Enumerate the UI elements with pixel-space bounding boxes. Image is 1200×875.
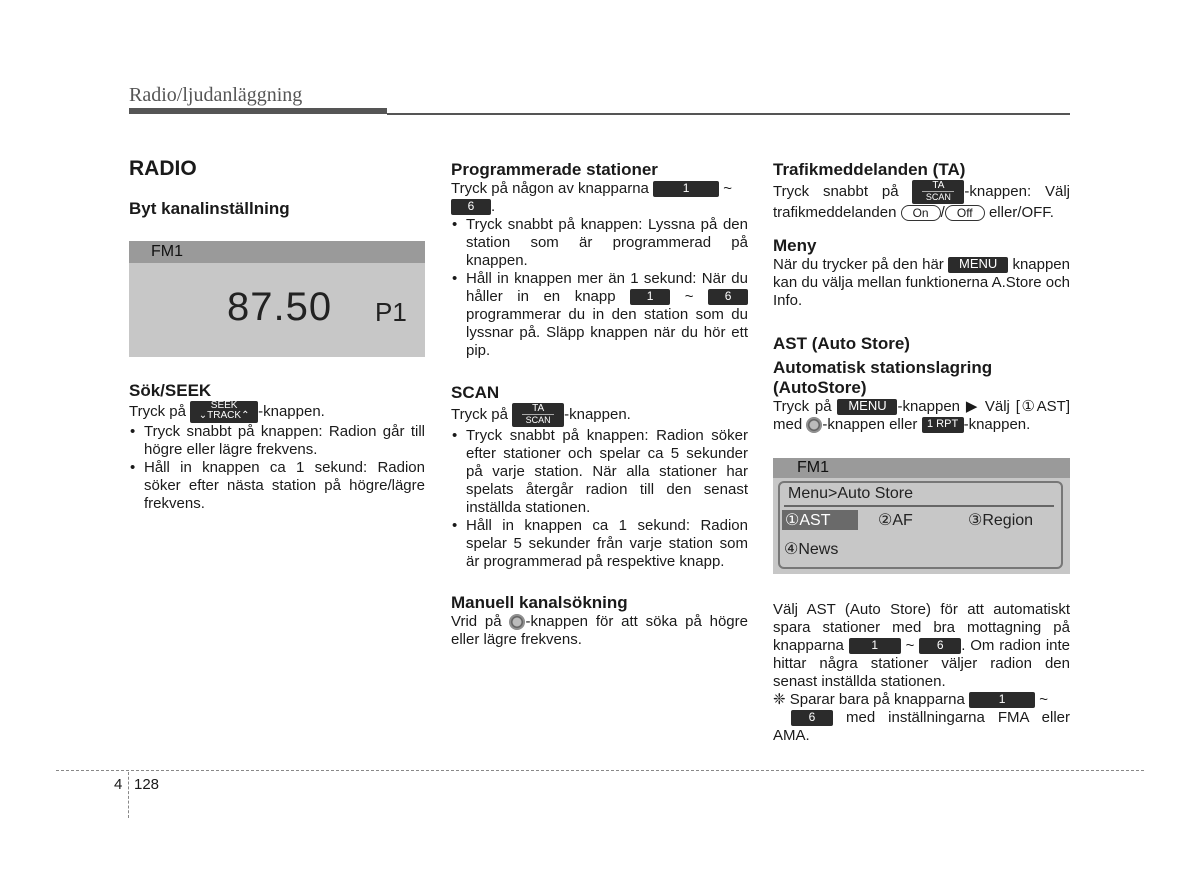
scan-text-post: -knappen. — [564, 405, 631, 423]
display-option-region: ③Region — [968, 512, 1034, 529]
chapter-number: 4 — [114, 776, 123, 793]
seek-bullet-1: • Tryck snabbt på knappen: Radion går till högre eller lägre frekvens. — [129, 423, 425, 459]
prog-bullet-2 — [451, 270, 748, 360]
autostore-menu-frame — [778, 481, 1063, 569]
scan-bullet-1: • Tryck snabbt på knappen: Radion söker efter stationer och spelar ca 5 sekunder på varje station. När alla stationer har spelats återgår radion till den senast inställda stationen. — [451, 427, 748, 517]
off-pill: Off — [945, 205, 985, 221]
page-number: 128 — [134, 776, 160, 793]
scan-text-pre: Tryck på — [451, 405, 508, 423]
on-pill: On — [901, 205, 941, 221]
section-seek — [129, 381, 425, 513]
ast-text-mid1: -knappen — [897, 398, 961, 415]
prog-bullet-2-a: Håll in knappen mer än 1 sekund: När du håller in en knapp — [466, 270, 748, 305]
display-option-ast: ①AST — [782, 510, 858, 530]
heading-manuell: Manuell kanalsökning — [451, 593, 628, 612]
seek-track-button — [190, 401, 258, 423]
ta-scan-button-2 — [912, 180, 964, 204]
meny-text-post: knappen kan du välja mellan funktionerna A.Store och Info. — [773, 256, 1070, 309]
radio-display-autostore — [773, 458, 1070, 574]
prog-text-pre: Tryck på någon av knapparna — [451, 180, 649, 197]
preset-button-1b: 1 — [630, 289, 670, 305]
seek-text-pre: Tryck på — [129, 402, 186, 420]
ast-note — [773, 691, 1070, 745]
preset-button-6: 6 — [451, 199, 491, 215]
display-option-news: ④News — [784, 541, 839, 558]
ast-note-b: med inställningarna FMA eller AMA. — [773, 709, 1071, 744]
heading-ast: AST (Auto Store) — [773, 334, 910, 353]
heading-scan: SCAN — [451, 383, 500, 402]
menu-button: MENU — [948, 257, 1008, 273]
manual-instruction — [451, 613, 748, 649]
tilde-4: ~ — [1039, 691, 1048, 708]
ta-text-pre: Tryck snabbt på — [773, 182, 899, 200]
preset-button-6d: 6 — [791, 710, 833, 726]
ta-key-label-2: TA — [932, 180, 945, 191]
manual-text-post: -knappen för att söka på högre eller lägre frekvens. — [451, 613, 748, 648]
display-band-label: FM1 — [151, 243, 183, 260]
tilde: ~ — [723, 180, 733, 197]
prog-bullets — [451, 216, 748, 360]
rpt-button: 1 RPT — [922, 417, 964, 433]
arrow-right-icon: ▶ — [965, 398, 980, 415]
ast-desc-b: . Om radion inte hittar några stationer väljer radion den senast inställda stationen. — [773, 637, 1071, 690]
ast-text-mid2: Välj [①AST] med — [773, 398, 1070, 433]
radio-display-fm1 — [129, 241, 425, 357]
preset-button-1c: 1 — [849, 638, 901, 654]
tune-knob-icon — [509, 614, 525, 630]
heading-meny: Meny — [773, 236, 817, 255]
meny-instruction — [773, 256, 1070, 310]
heading-byt-kanal: Byt kanalinställning — [129, 199, 290, 218]
seek-instruction — [129, 401, 425, 423]
display-band-tag-2 — [773, 458, 1070, 478]
scan-key-label: SCAN — [522, 414, 554, 426]
ast-desc-a: Välj AST (Auto Store) för att automatiskt spara stationer med bra mottagning på knapparna — [773, 601, 1070, 654]
heading-radio: RADIO — [129, 157, 197, 180]
seek-key-arrows: ⌄TRACK⌃ — [198, 410, 250, 421]
preset-button-6b: 6 — [708, 289, 748, 305]
seek-bullet-2: • Håll in knappen ca 1 sekund: Radion söker efter nästa station på högre/lägre frekvens. — [129, 459, 425, 513]
manual-text-pre: Vrid på — [451, 613, 502, 630]
heading-seek: Sök/SEEK — [129, 381, 212, 400]
menu-button-2: MENU — [837, 399, 897, 415]
preset-button-6c: 6 — [919, 638, 961, 654]
header-rule-thin — [387, 113, 1070, 115]
display-frequency: 87.50 — [227, 285, 333, 329]
display-menu-separator — [784, 505, 1054, 507]
column-2 — [451, 160, 748, 649]
preset-button-1: 1 — [653, 181, 719, 197]
tilde-2: ~ — [684, 288, 694, 305]
column-3 — [773, 160, 1070, 434]
dot: . — [491, 198, 496, 215]
ast-text-mid3: -knappen eller — [822, 416, 918, 433]
ta-key-label: TA — [532, 403, 545, 414]
track-key-label: TRACK — [207, 410, 242, 421]
tune-knob-icon-2 — [806, 417, 822, 433]
scan-instruction — [451, 403, 748, 427]
ast-note-a: ❈ Sparar bara på knapparna — [773, 691, 965, 708]
ta-scan-button — [512, 403, 564, 427]
header-rule-thick — [129, 108, 387, 114]
ta-text-end: eller/OFF. — [988, 204, 1054, 221]
display-preset: P1 — [375, 297, 407, 327]
page-header-title: Radio/ljudanläggning — [129, 84, 303, 106]
ta-text-post: -knappen: Välj trafikmeddelanden — [773, 182, 1070, 221]
prog-bullet-1: • Tryck snabbt på knappen: Lyssna på den station som är programmerad på knappen. — [451, 216, 748, 270]
footer-vertical-divider — [128, 772, 129, 818]
display-option-af: ②AF — [878, 512, 913, 529]
tilde-3: ~ — [905, 637, 915, 654]
ast-instruction — [773, 398, 1070, 434]
meny-text-pre: När du trycker på den här — [773, 256, 944, 273]
display-menu-path: Menu>Auto Store — [788, 485, 913, 502]
footer-divider — [56, 770, 1144, 771]
seek-key-top: SEEK — [210, 400, 238, 411]
seek-bullets — [129, 423, 425, 513]
heading-programmerade: Programmerade stationer — [451, 160, 658, 179]
scan-key-label-2: SCAN — [922, 191, 954, 203]
ta-instruction — [773, 180, 1070, 222]
ast-text-end: -knappen. — [963, 416, 1031, 433]
scan-bullet-2: • Håll in knappen ca 1 sekund: Radion spelar 5 sekunder från varje station som är programmerad på respektive knapp. — [451, 517, 748, 571]
display-band-label-2: FM1 — [797, 459, 829, 476]
slash: / — [940, 204, 945, 221]
seek-text-post: -knappen. — [258, 402, 325, 420]
prog-instruction — [451, 180, 748, 216]
ast-text-pre: Tryck på — [773, 398, 832, 415]
heading-autostore: Automatisk stationslagring (AutoStore) — [773, 358, 993, 397]
preset-button-1d: 1 — [969, 692, 1035, 708]
ast-description — [773, 601, 1070, 691]
prog-bullet-2-b: programmerar du in den station som du lyssnar på. Släpp knappen när du hör ett pip. — [466, 306, 748, 359]
scan-bullets — [451, 427, 748, 571]
column-1 — [129, 157, 425, 219]
heading-ta: Trafikmeddelanden (TA) — [773, 160, 966, 179]
display-band-tag — [129, 241, 425, 263]
section-ast-description — [773, 601, 1070, 745]
